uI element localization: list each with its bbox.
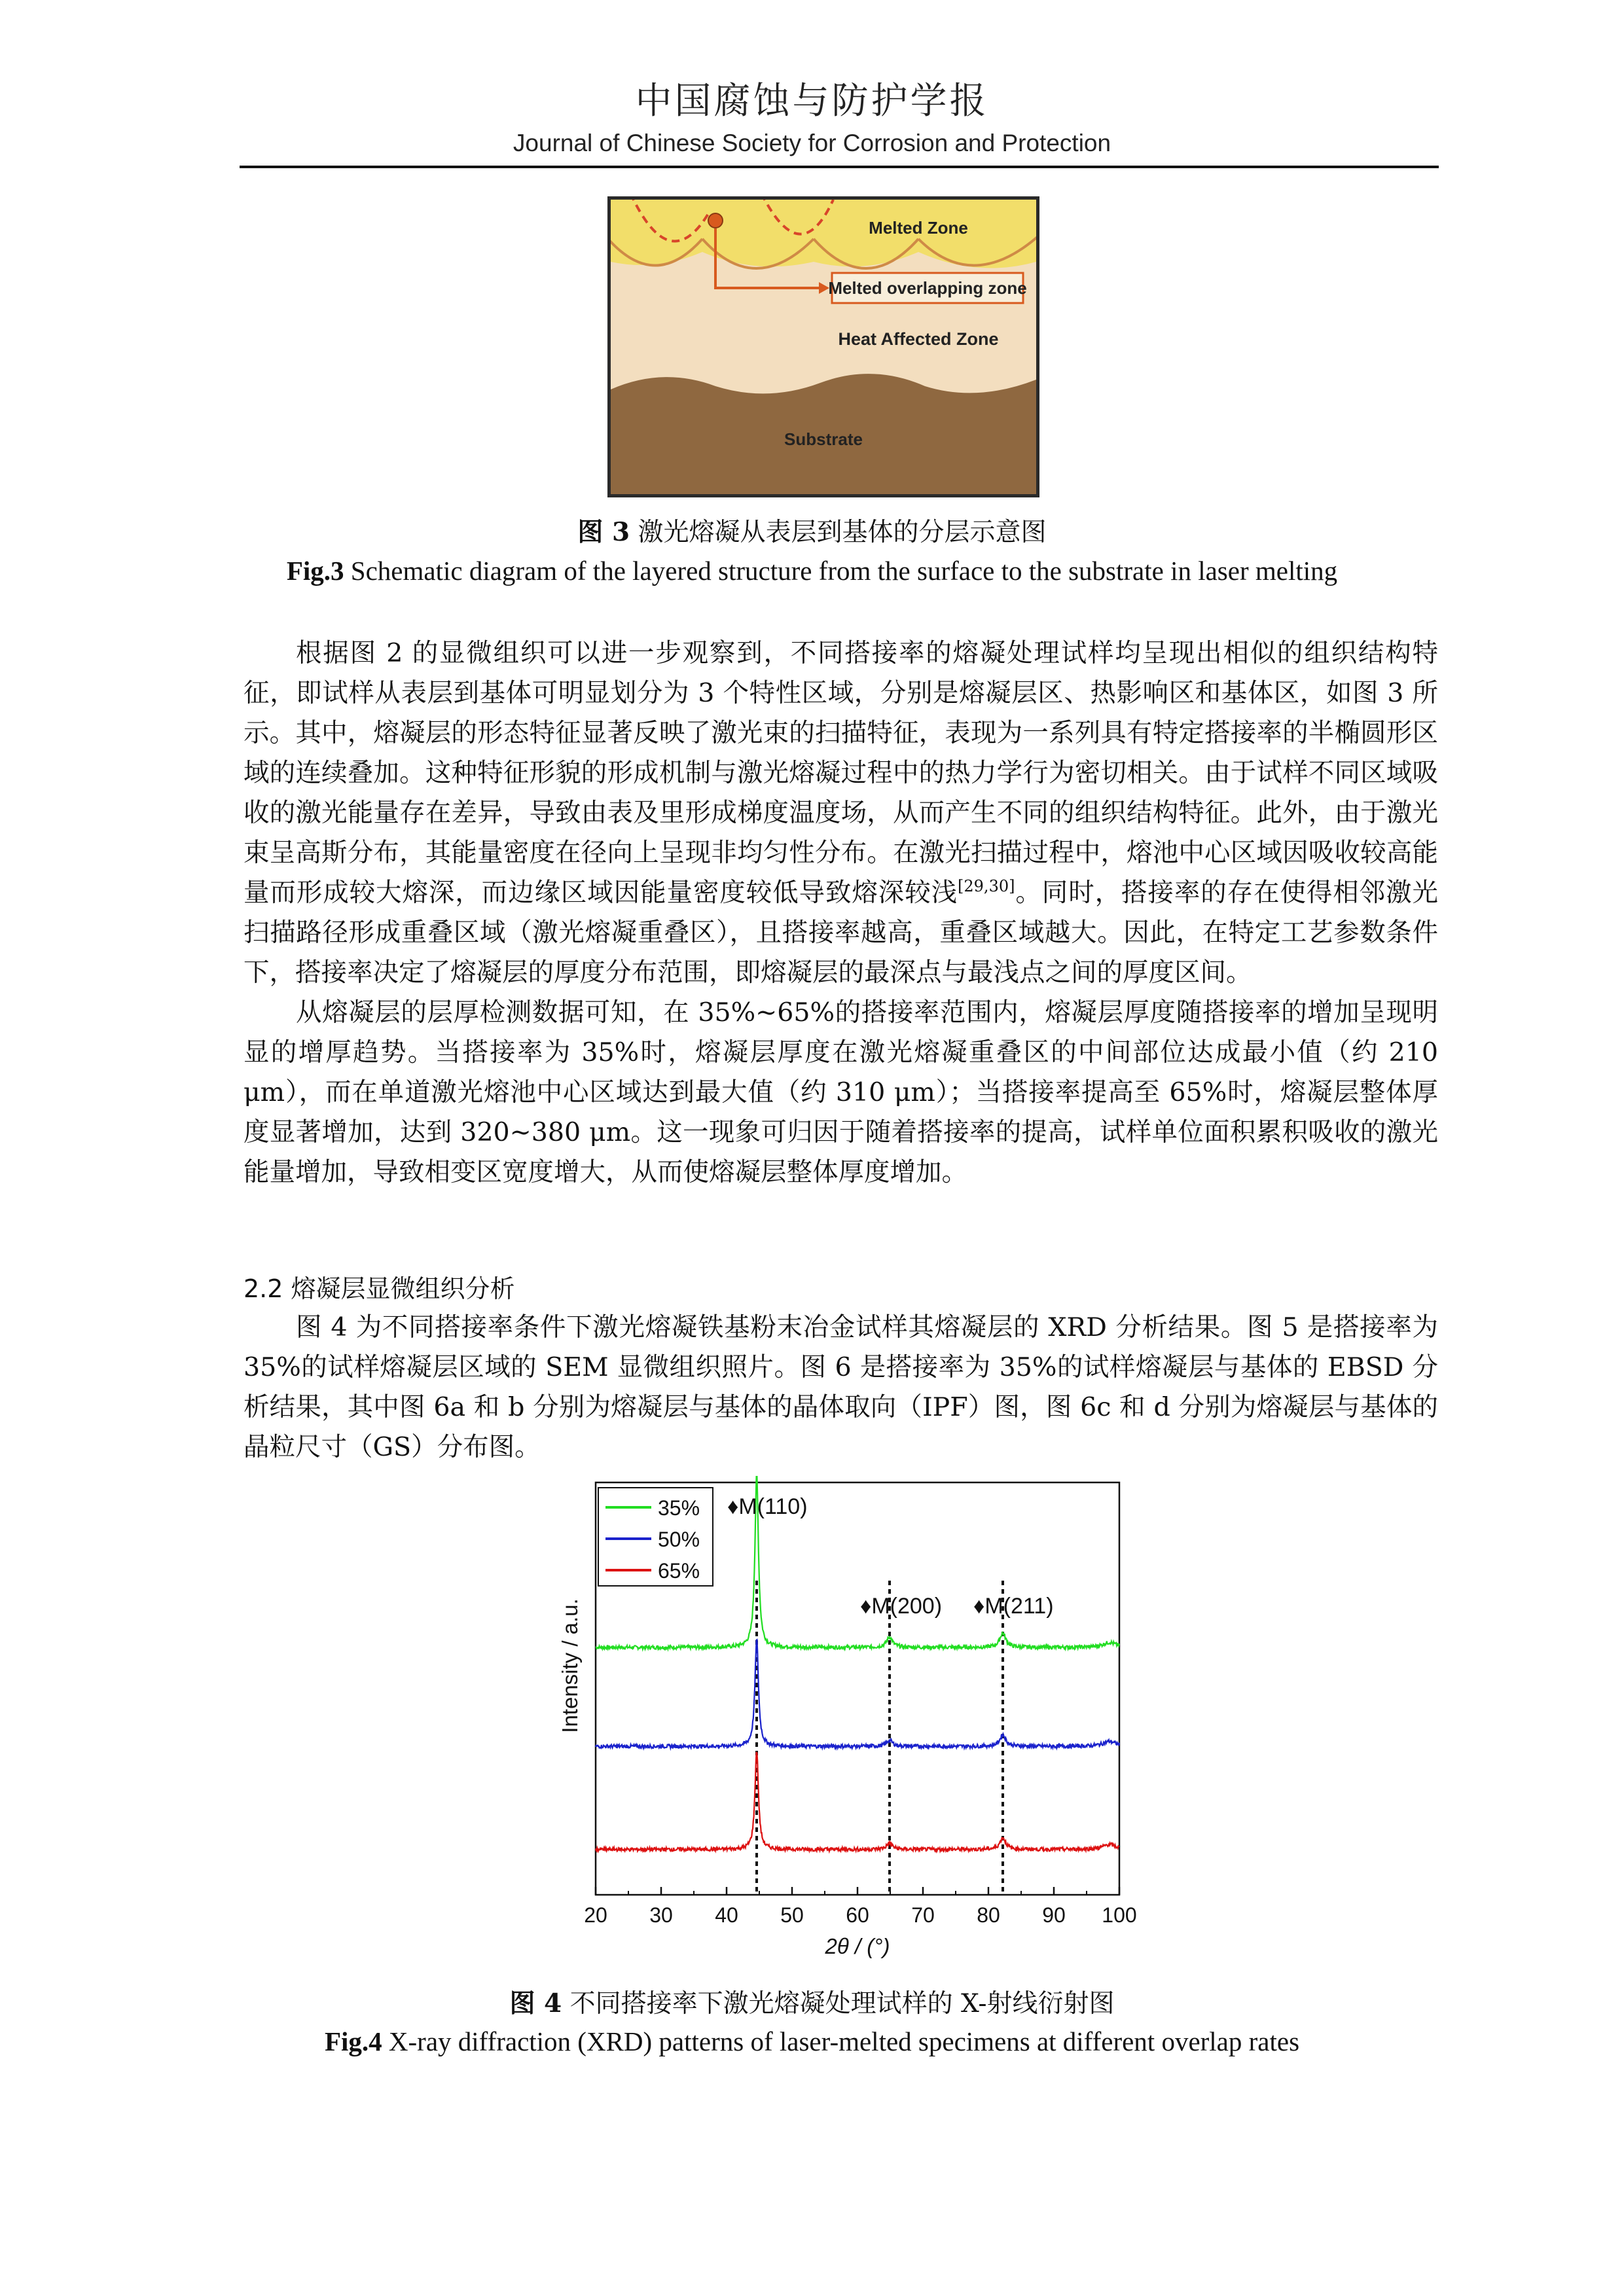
overlap-marker	[708, 213, 723, 228]
series-line-65pct	[596, 1752, 1119, 1852]
fig4-caption-en	[0, 2026, 1624, 2057]
paragraph-1-tail: 。同时，搭接率的存在使得相邻激光扫描路径形成重叠区域（激光熔凝重叠区），且搭接率越高，重叠区域越大。因此，在特定工艺参数条件下，搭接率决定了熔凝层的厚度分布范围，即熔凝层的最深点与最浅点之间的厚度区间。	[244, 878, 1439, 988]
paragraph-3: 图 4 为不同搭接率条件下激光熔凝铁基粉末冶金试样其熔凝层的 XRD 分析结果。图 5 是搭接率为 35%的试样熔凝层区域的 SEM 显微组织照片。图 6 是搭接率为 35%的试样熔凝层与基体的 EBSD 分析结果，其中图 6a 和 b 分别为熔凝层与基体的晶体取向（IPF）图，图 6c 和 d 分别为熔凝层与基体的晶粒尺寸（GS）分布图。	[244, 1312, 1438, 1462]
body-text-block-2	[244, 1308, 1438, 1467]
fig3-caption-cn-label: 图 3	[577, 517, 630, 547]
x-tick-label-100: 100	[1102, 1903, 1137, 1927]
fig4-caption-cn-label: 图 4	[509, 1988, 562, 2018]
fig4-caption-en-text: X-ray diffraction (XRD) patterns of laser-melted specimens at different overlap rates	[388, 2026, 1300, 2056]
fig3-caption-cn-text: 激光熔凝从表层到基体的分层示意图	[638, 518, 1047, 547]
melted-region	[611, 200, 1036, 268]
melted-zone-label: Melted Zone	[869, 218, 968, 238]
peak-label-0: ♦M(110)	[727, 1494, 808, 1519]
peak-label-1: ♦M(200)	[860, 1594, 943, 1619]
legend-label-1: 50%	[658, 1528, 700, 1551]
fig4-xrd-chart	[537, 1476, 1159, 1973]
fig4-caption-en-label: Fig.4	[324, 2026, 382, 2056]
y-axis-label: Intensity / a.u.	[558, 1598, 582, 1733]
legend-label-2: 65%	[658, 1559, 700, 1583]
x-tick-label-60: 60	[846, 1903, 869, 1927]
paragraph-1-main: 根据图 2 的显微组织可以进一步观察到，不同搭接率的熔凝处理试样均呈现出相似的组织结构特征，即试样从表层到基体可明显划分为 3 个特性区域，分别是熔凝层区、热影响区和基体区，如图 3 所示。其中，熔凝层的形态特征显著反映了激光束的扫描特征，表现为一系列具有特定搭接率的半椭圆形区域的连续叠加。这种特征形貌的形成机制与激光熔凝过程中的热力学行为密切相关。由于试样不同区域吸收的激光能量存在差异，导致由表及里形成梯度温度场，从而产生不同的组织结构特征。此外，由于激光束呈高斯分布，其能量密度在径向上呈现非均匀性分布。在激光扫描过程中，熔池中心区域因吸收较高能量而形成较大熔深，而边缘区域因能量密度较低导致熔深较浅	[244, 638, 1438, 908]
fig4-caption-cn	[0, 1983, 1624, 2020]
section-heading-2-2: 2.2 熔凝层显微组织分析	[244, 1274, 515, 1303]
paragraph-2: 从熔凝层的层厚检测数据可知，在 35%~65%的搭接率范围内，熔凝层厚度随搭接率的增加呈现明显的增厚趋势。当搭接率为 35%时，熔凝层厚度在激光熔凝重叠区的中间部位达成最小值（约 210 μm），而在单道激光熔池中心区域达到最大值（约 310 μm）；当搭接率提高至 65%时，熔凝层整体厚度显著增加，达到 320~380 μm。这一现象可归因于随着搭接率的提高，试样单位面积累积吸收的激光能量增加，导致相变区宽度增大，从而使熔凝层整体厚度增加。	[244, 997, 1439, 1187]
fig3-caption-en	[0, 555, 1624, 586]
paragraph-1	[244, 634, 1438, 993]
header-rule	[240, 166, 1439, 168]
citation-29-30: [29,30]	[958, 877, 1015, 895]
x-tick-label-20: 20	[584, 1903, 607, 1927]
overlap-label: Melted overlapping zone	[828, 278, 1027, 298]
legend-label-0: 35%	[658, 1496, 700, 1520]
x-tick-label-30: 30	[649, 1903, 673, 1927]
substrate-label: Substrate	[784, 429, 863, 449]
peak-label-2: ♦M(211)	[973, 1594, 1054, 1619]
x-axis-label: 2θ / (°)	[825, 1934, 890, 1958]
x-tick-label-80: 80	[977, 1903, 1000, 1927]
fig3-caption-cn	[0, 512, 1624, 548]
body-text-block-1	[244, 634, 1438, 1193]
fig3-schematic	[607, 196, 1039, 497]
haz-label: Heat Affected Zone	[838, 329, 999, 349]
journal-title-en: Journal of Chinese Society for Corrosion and Protection	[513, 130, 1111, 156]
series-line-50pct	[596, 1640, 1119, 1748]
fig3-caption-en-label: Fig.3	[286, 556, 344, 586]
x-tick-label-70: 70	[911, 1903, 935, 1927]
x-tick-label-40: 40	[715, 1903, 738, 1927]
x-tick-label-90: 90	[1042, 1903, 1066, 1927]
fig4-caption-cn-text: 不同搭接率下激光熔凝处理试样的 X-射线衍射图	[569, 1989, 1115, 2018]
x-tick-label-50: 50	[780, 1903, 804, 1927]
fig3-caption-en-text: Schematic diagram of the layered structure from the surface to the substrate in laser melting	[350, 556, 1338, 586]
journal-title-cn: 中国腐蚀与防护学报	[635, 80, 989, 122]
